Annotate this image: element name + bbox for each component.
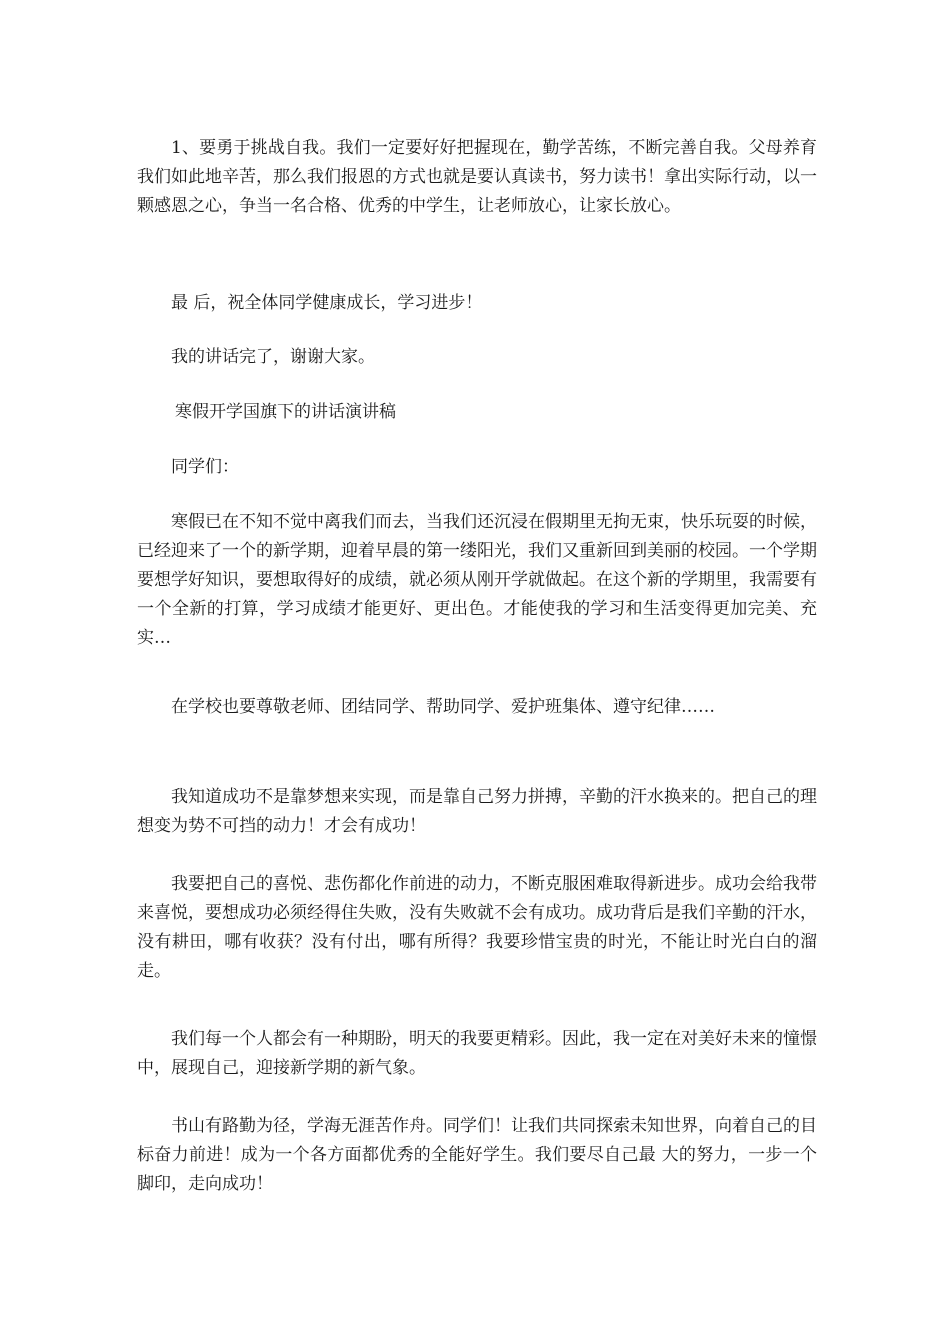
paragraph-greeting: 同学们： [171, 457, 239, 477]
paragraph-new-semester: 寒假已在不知不觉中离我们而去，当我们还沉浸在假期里无拘无束，快乐玩耍的时候，已经迎来了一个的新学期，迎着早晨的第一缕阳光，我们又重新回到美丽的校园。一个学期要想学好知识，要想取得好的成绩，就必须从刚开学就做起。在这个新的学期里，我需要有一个全新的打算，学习成绩才能更好、更出色。才能使我的学习和生活变得更加完美、充实… [137, 512, 817, 648]
paragraph-success-effort: 我知道成功不是靠梦想来实现，而是靠自己努力拼搏，辛勤的汗水换来的。把自己的理想变为势不可挡的动力！才会有成功！ [137, 787, 817, 836]
paragraph-challenge-self: 1、要勇于挑战自我。我们一定要好好把握现在，勤学苦练，不断完善自我。父母养育我们如此地辛苦，那么我们报恩的方式也就是要认真读书，努力读书！拿出实际行动，以一颗感恩之心，争当一名合格、优秀的中学生，让老师放心，让家长放心。 [137, 138, 817, 216]
paragraph-study-hard: 书山有路勤为径，学海无涯苦作舟。同学们！让我们共同探索未知世界，向着自己的目标奋力前进！成为一个各方面都优秀的全能好学生。我们要尽自己最 大的努力，一步一个脚印，走向成功！ [137, 1116, 817, 1194]
paragraph-closing-wish: 最 后，祝全体同学健康成长，学习进步！ [171, 293, 483, 313]
section-title: 寒假开学国旗下的讲话演讲稿 [175, 402, 396, 422]
paragraph-motivation: 我要把自己的喜悦、悲伤都化作前进的动力，不断克服困难取得新进步。成功会给我带来喜悦，要想成功必须经得住失败，没有失败就不会有成功。成功背后是我们辛勤的汗水，没有耕田，哪有收获？没有付出，哪有所得？我要珍惜宝贵的时光，不能让时光白白的溜走。 [137, 874, 817, 981]
paragraph-expectation: 我们每一个人都会有一种期盼，明天的我要更精彩。因此，我一定在对美好未来的憧憬中，展现自己，迎接新学期的新气象。 [137, 1029, 817, 1078]
paragraph-speech-end: 我的讲话完了，谢谢大家。 [171, 347, 375, 367]
paragraph-school-conduct: 在学校也要尊敬老师、团结同学、帮助同学、爱护班集体、遵守纪律…… [171, 697, 715, 717]
